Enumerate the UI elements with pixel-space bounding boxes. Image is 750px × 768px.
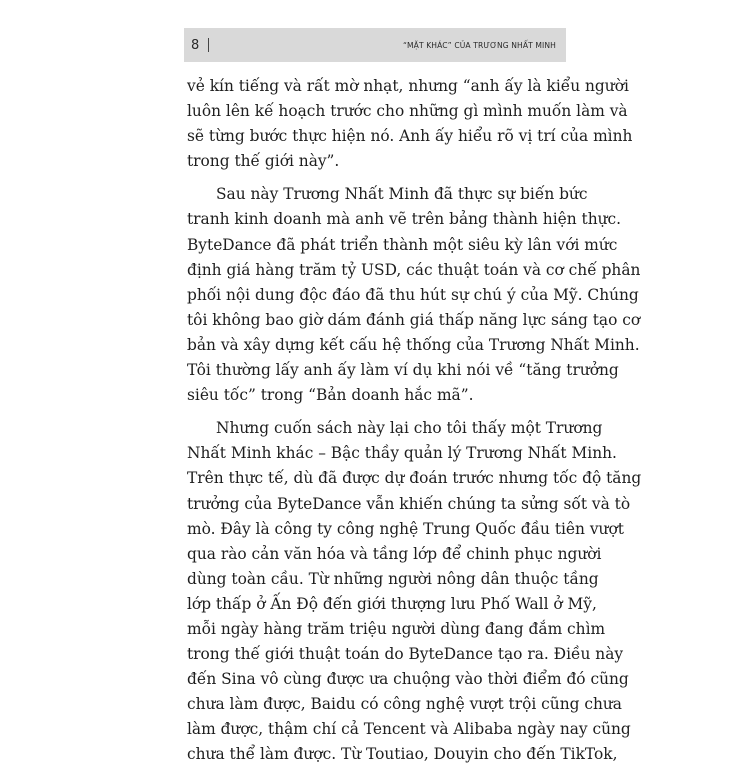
text-line: Tôi thường lấy anh ấy làm ví dụ khi nói về “tăng trưởng [187,361,619,380]
paragraph [187,74,633,174]
text-line: lớp thấp ở Ấn Độ đến giới thượng lưu Phố Wall ở Mỹ, [187,594,597,613]
text-line: qua rào cản văn hóa và tầng lớp để chinh phục người [187,544,602,563]
text-line: Trên thực tế, dù đã được dự đoán trước nhưng tốc độ tăng [187,469,642,488]
text-line: phối nội dung độc đáo đã thu hút sự chú ý của Mỹ. Chúng [187,285,639,304]
text-line: tôi không bao giờ dám đánh giá thấp năng lực sáng tạo cơ [187,310,641,329]
text-line: mò. Đây là công ty công nghệ Trung Quốc đầu tiên vượt [187,519,624,538]
text-line: tranh kinh doanh mà anh vẽ trên bảng thành hiện thực. [187,210,622,229]
paragraph [187,416,642,767]
body-text [187,74,642,768]
text-line: bản và xây dựng kết cấu hệ thống của Trương Nhất Minh. [187,335,640,354]
text-line: sẽ từng bước thực hiện nó. Anh ấy hiểu rõ vị trí của mình [187,127,633,146]
paragraph [187,182,641,408]
text-line: ByteDance đã phát triển thành một siêu kỳ lân với mức [187,235,618,254]
running-title: “MẶT KHÁC” CỦA TRƯƠNG NHẤT MINH [402,40,556,50]
text-line: luôn lên kế hoạch trước cho những gì mình muốn làm và [187,102,628,121]
text-line: đến Sina vô cùng được ưa chuộng vào thời điểm đó cũng [187,670,629,689]
text-line: chưa làm được, Baidu có công nghệ vượt trội cũng chưa [187,695,622,714]
text-line: trong thế giới thuật toán do ByteDance tạo ra. Điều này [187,645,624,664]
header-divider [208,38,209,52]
text-line: trưởng của ByteDance vẫn khiến chúng ta sửng sốt và tò [187,494,631,513]
text-line: Nhưng cuốn sách này lại cho tôi thấy một Trương [216,419,603,438]
text-line: định giá hàng trăm tỷ USD, các thuật toán và cơ chế phân [187,260,641,279]
text-line: dùng toàn cầu. Từ những người nông dân thuộc tầng [187,569,599,588]
text-line: vẻ kín tiếng và rất mờ nhạt, nhưng “anh ấy là kiểu người [187,77,629,95]
text-line: chưa thể làm được. Từ Toutiao, Douyin cho đến TikTok, [187,745,618,764]
text-line: Sau này Trương Nhất Minh đã thực sự biến bức [216,185,588,204]
text-line: siêu tốc” trong “Bản doanh hắc mã”. [187,386,474,405]
running-header [184,28,566,62]
text-line: trong thế giới này”. [187,152,340,171]
text-line: mỗi ngày hàng trăm triệu người dùng đang đắm chìm [187,619,606,638]
text-line: Nhất Minh khác – Bậc thầy quản lý Trương Nhất Minh. [187,444,617,463]
page-number: 8 [191,37,200,53]
text-line: làm được, thậm chí cả Tencent và Alibaba ngày nay cũng [187,720,631,739]
